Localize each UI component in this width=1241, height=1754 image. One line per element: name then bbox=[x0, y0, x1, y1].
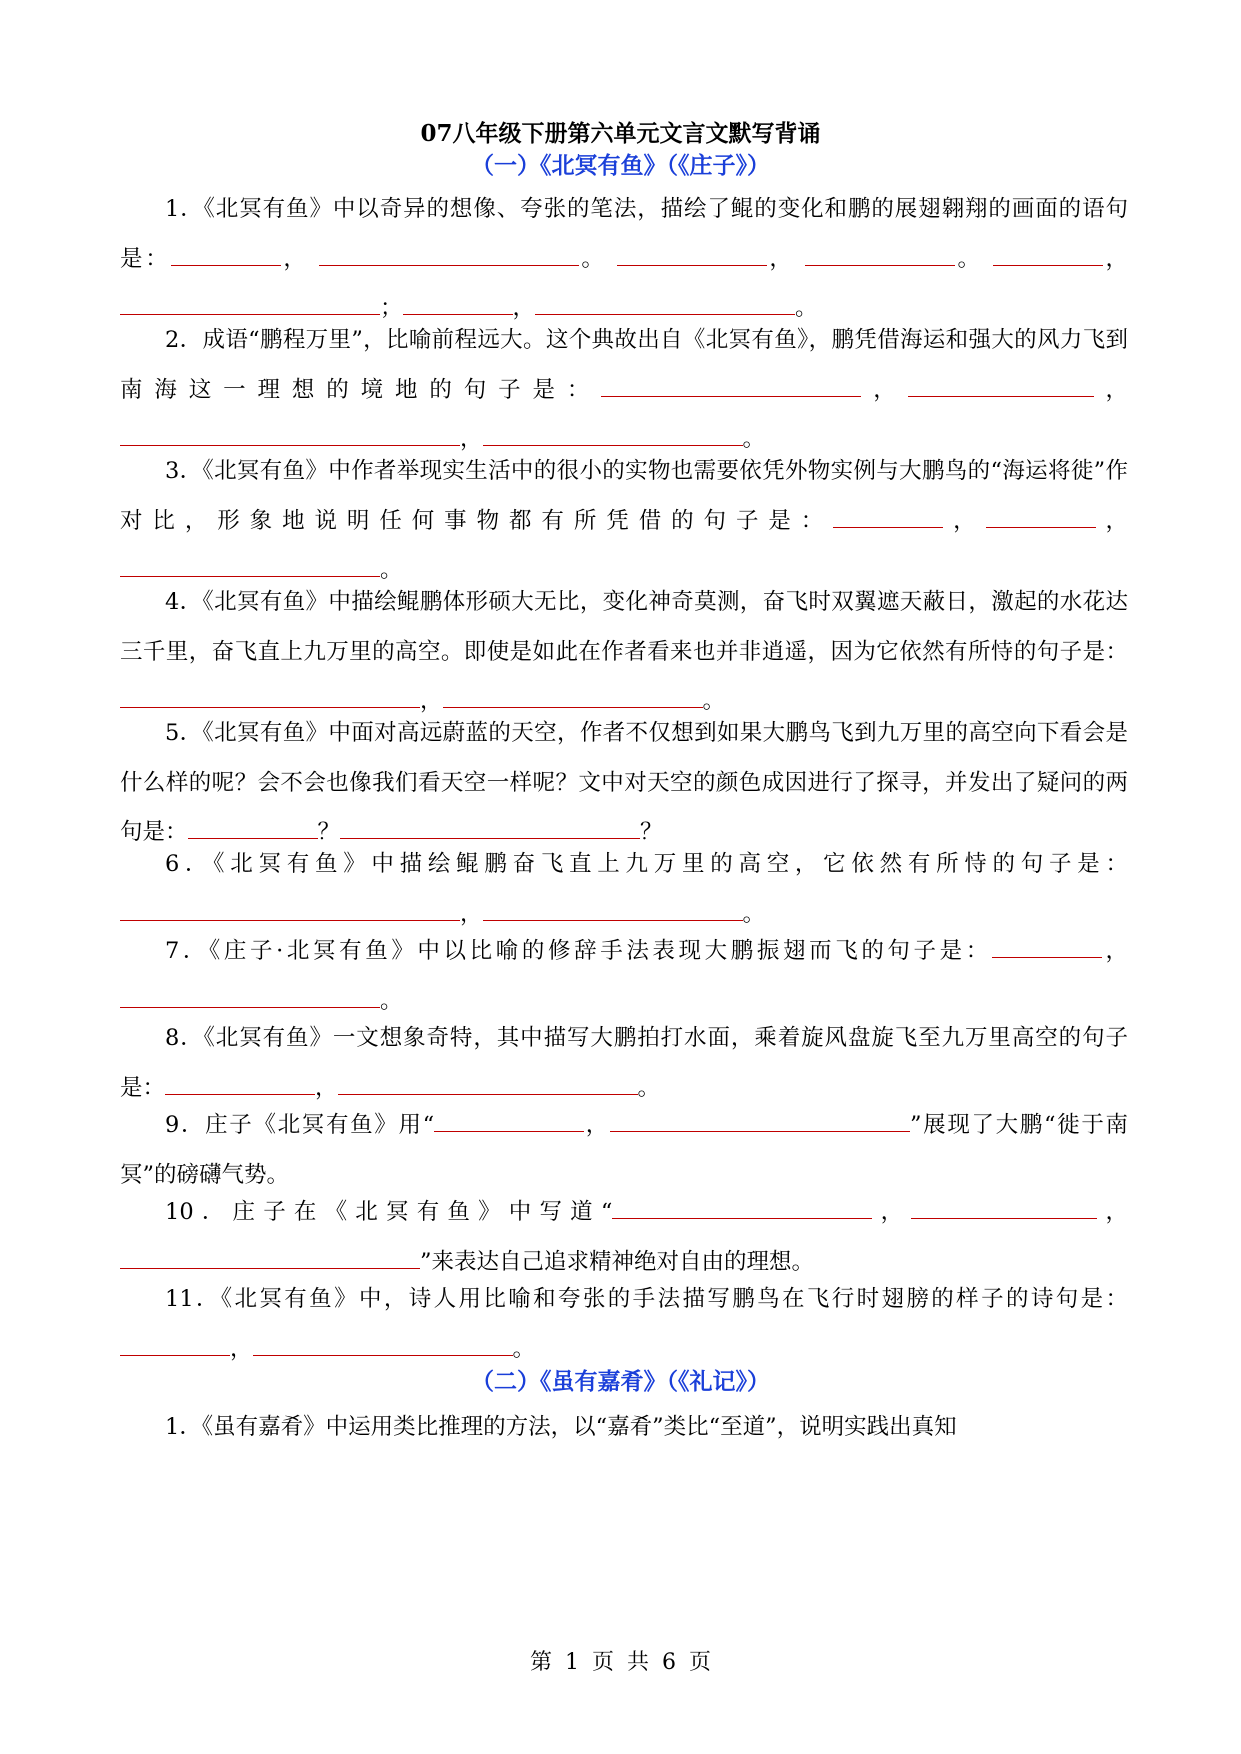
answer-blank[interactable] bbox=[993, 247, 1103, 266]
document-title: 07八年级下册第六单元文言文默写背诵 bbox=[420, 120, 821, 147]
answer-blank[interactable] bbox=[120, 989, 380, 1008]
answer-blank[interactable] bbox=[805, 247, 955, 266]
section-heading-2: （二）《虽有嘉肴》（《礼记》） bbox=[471, 1368, 770, 1395]
question-11: 11．《北冥有鱼》中，诗人用比喻和夸张的手法描写鹏鸟在飞行时翅膀的样子的诗句是：， 。 bbox=[120, 1275, 1128, 1374]
answer-blank[interactable] bbox=[908, 378, 1094, 397]
answer-blank[interactable] bbox=[617, 247, 767, 266]
answer-blank[interactable] bbox=[601, 378, 861, 397]
answer-blank[interactable] bbox=[986, 509, 1096, 528]
answer-blank[interactable] bbox=[319, 247, 579, 266]
question-4: 4．《北冥有鱼》中描绘鲲鹏体形硕大无比，变化神奇莫测，奋飞时双翼遮天蔽日，激起的水花达三千里，奋飞直上九万里的高空。即使是如此在作者看来也并非逍遥，因为它依然有所恃的句子是：， 。 bbox=[120, 589, 1128, 714]
answer-blank[interactable] bbox=[612, 1200, 872, 1219]
answer-blank[interactable] bbox=[338, 1076, 638, 1095]
question-8: 8．《北冥有鱼》一文想象奇特，其中描写大鹏拍打水面，乘着旋风盘旋飞至九万里高空的句子是： ， 。 bbox=[120, 1025, 1128, 1101]
question-7: 7．《庄子·北冥有鱼》中以比喻的修辞手法表现大鹏振翅而飞的句子是： ， 。 bbox=[120, 927, 1128, 1026]
answer-blank[interactable] bbox=[483, 427, 743, 446]
answer-blank[interactable] bbox=[443, 689, 703, 708]
answer-blank[interactable] bbox=[165, 1076, 315, 1095]
answer-blank[interactable] bbox=[120, 296, 380, 315]
answer-blank[interactable] bbox=[120, 902, 460, 921]
answer-blank[interactable] bbox=[992, 939, 1102, 958]
answer-blank[interactable] bbox=[120, 427, 460, 446]
answer-blank[interactable] bbox=[120, 1337, 230, 1356]
answer-blank[interactable] bbox=[171, 247, 281, 266]
answer-blank[interactable] bbox=[120, 689, 420, 708]
answer-blank[interactable] bbox=[403, 296, 513, 315]
answer-blank[interactable] bbox=[253, 1337, 513, 1356]
answer-blank[interactable] bbox=[188, 820, 318, 839]
question-3: 3．《北冥有鱼》中作者举现实生活中的很小的实物也需要依凭外物实例与大鹏鸟的“海运将徙”作对比，形象地说明任何事物都有所凭借的句子是： ， ， 。 bbox=[120, 458, 1128, 583]
answer-blank[interactable] bbox=[483, 902, 743, 921]
question-6: 6．《北冥有鱼》中描绘鲲鹏奋飞直上九万里的高空，它依然有所恃的句子是：， 。 bbox=[120, 840, 1128, 939]
answer-blank[interactable] bbox=[833, 509, 943, 528]
section2-question-1: 1．《虽有嘉肴》中运用类比推理的方法，以“嘉肴”类比“至道”，说明实践出真知 bbox=[165, 1414, 957, 1440]
page-footer: 第 1 页 共 6 页 bbox=[530, 1650, 711, 1675]
answer-blank[interactable] bbox=[120, 558, 380, 577]
section-heading-1: （一）《北冥有鱼》（《庄子》） bbox=[471, 152, 770, 179]
question-9: 9．庄子《北冥有鱼》用“ ， ”展现了大鹏“徙于南冥”的磅礴气势。 bbox=[120, 1112, 1128, 1188]
question-1: 1．《北冥有鱼》中以奇异的想像、夸张的笔法，描绘了鲲的变化和鹏的展翅翱翔的画面的语句是： ， 。 ， 。 ，； ， 。 bbox=[120, 196, 1128, 321]
answer-blank[interactable] bbox=[434, 1113, 584, 1132]
question-10: 10．庄子在《北冥有鱼》中写道“ ， ， ”来表达自己追求精神绝对自由的理想。 bbox=[120, 1188, 1128, 1287]
question-2: 2．成语“鹏程万里”，比喻前程远大。这个典故出自《北冥有鱼》，鹏凭借海运和强大的风力飞到南海这一理想的境地的句子是： ， ， ， 。 bbox=[120, 327, 1128, 452]
answer-blank[interactable] bbox=[911, 1200, 1097, 1219]
answer-blank[interactable] bbox=[340, 820, 640, 839]
answer-blank[interactable] bbox=[120, 1250, 420, 1269]
answer-blank[interactable] bbox=[535, 296, 795, 315]
question-5: 5．《北冥有鱼》中面对高远蔚蓝的天空，作者不仅想到如果大鹏鸟飞到九万里的高空向下看会是什么样的呢？会不会也像我们看天空一样呢？文中对天空的颜色成因进行了探寻，并发出了疑问的两句是： ？ ？ bbox=[120, 720, 1128, 845]
answer-blank[interactable] bbox=[610, 1113, 910, 1132]
